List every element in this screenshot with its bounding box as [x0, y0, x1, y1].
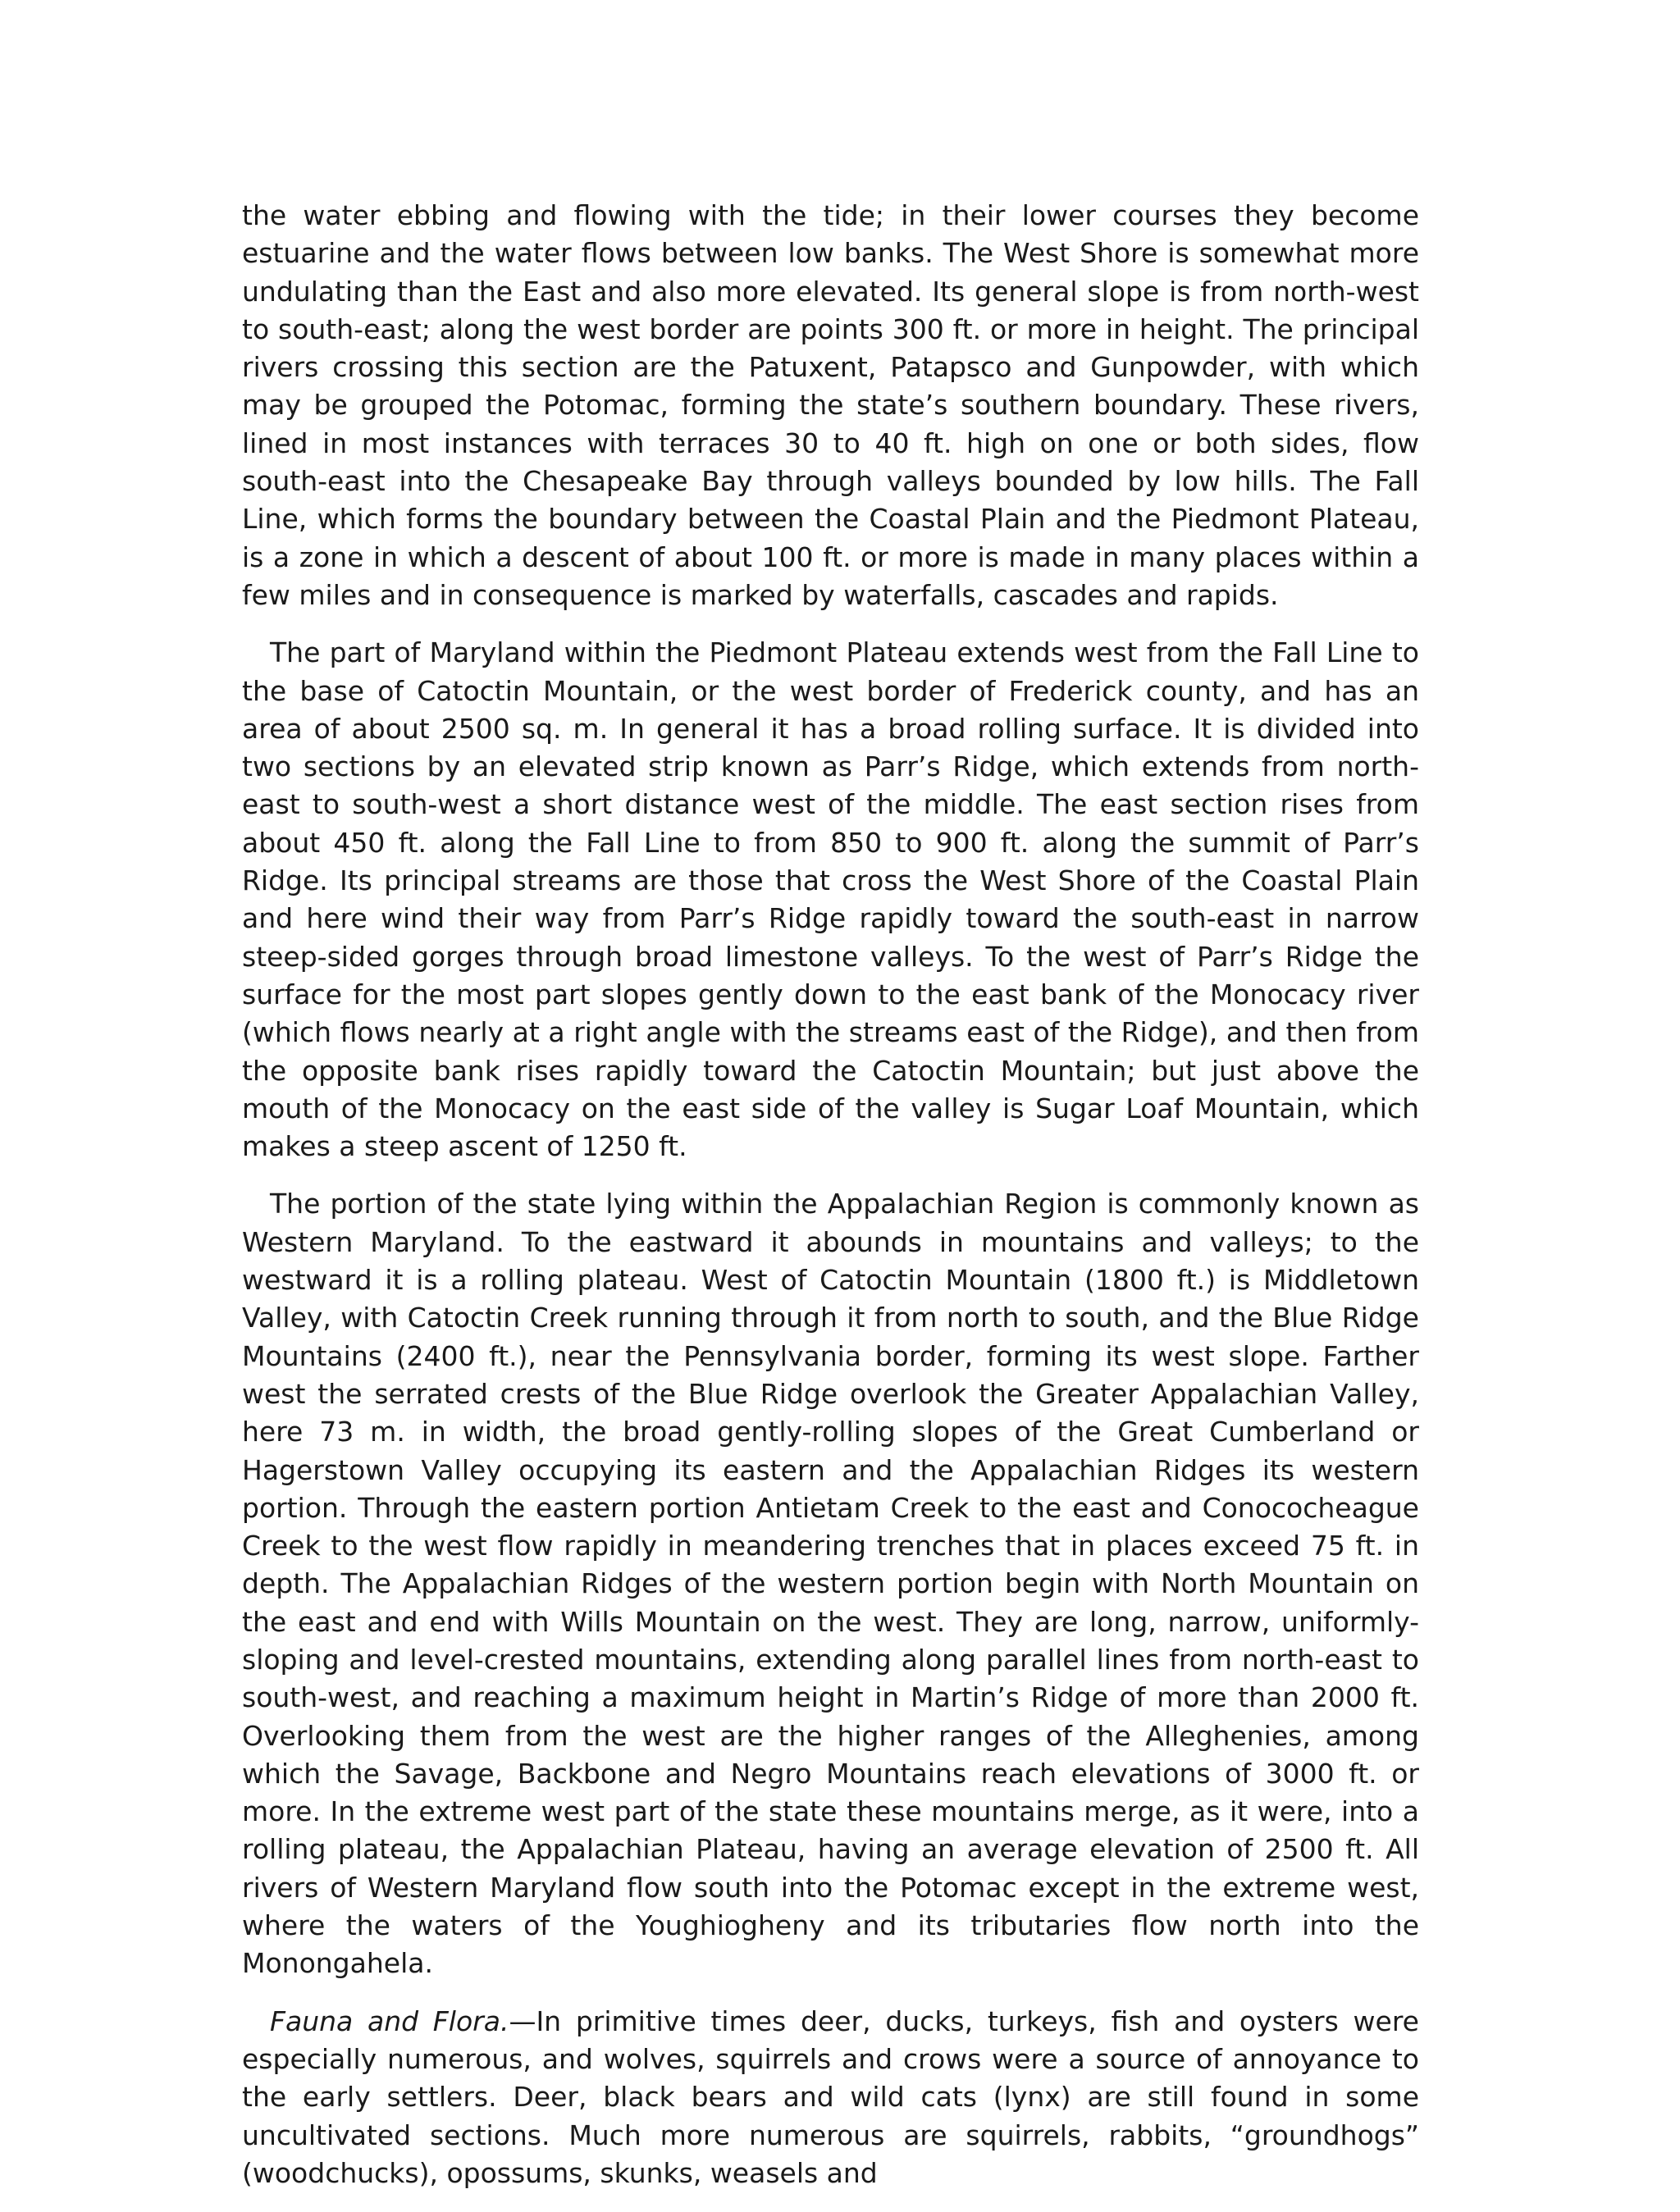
- paragraph-text: The portion of the state lying within the Appalachian Region is commonly known as Western Maryland. To the eastward it abounds in mountains and valleys; to the westward it is a rolling plateau. West of Catoctin Mountain (1800 ft.) is Middletown Valley, with Catoctin Creek running through it from north to south, and the Blue Ridge Mountains (2400 ft.), near the Pennsylvania border, forming its west slope. Farther west the serrated crests of the Blue Ridge overlook the Greater Appalachian Valley, here 73 m. in width, the broad gently-rolling slopes of the Great Cumberland or Hagerstown Valley occupying its eastern and the Appalachian Ridges its western portion. Through the eastern portion Antietam Creek to the east and Conococheague Creek to the west flow rapidly in meandering trenches that in places exceed 75 ft. in depth. The Appalachian Ridges of the western portion begin with North Mountain on the east and end with Wills Mountain on the west. They are long, narrow, uniformly-sloping and level-crested mountains, extending along parallel lines from north-east to south-west, and reaching a maximum height in Martin’s Ridge of more than 2000 ft. Overlooking them from the west are the higher ranges of the Alleghenies, among which the Savage, Backbone and Negro Mountains reach elevations of 3000 ft. or more. In the extreme west part of the state these mountains merge, as it were, into a rolling plateau, the Appalachian Plateau, having an average elevation of 2500 ft. All rivers of Western Maryland flow south into the Potomac except in the extreme west, where the waters of the Youghiogheny and its tributaries flow north into the Monongahela.: [242, 1188, 1419, 1980]
- paragraph-coastal-plain: [242, 197, 1419, 614]
- paragraph-text: The part of Maryland within the Piedmont Plateau extends west from the Fall Line to the base of Catoctin Mountain, or the west border of Frederick county, and has an area of about 2500 sq. m. In general it has a broad rolling surface. It is divided into two sections by an elevated strip known as Parr’s Ridge, which extends from north-east to south-west a short distance west of the middle. The east section rises from about 450 ft. along the Fall Line to from 850 to 900 ft. along the summit of Parr’s Ridge. Its principal streams are those that cross the West Shore of the Coastal Plain and here wind their way from Parr’s Ridge rapidly toward the south-east in narrow steep-sided gorges through broad limestone valleys. To the west of Parr’s Ridge the surface for the most part slopes gently down to the east bank of the Monocacy river (which flows nearly at a right angle with the streams east of the Ridge), and then from the opposite bank rises rapidly toward the Catoctin Mountain; but just above the mouth of the Monocacy on the east side of the valley is Sugar Loaf Mountain, which makes a steep ascent of 1250 ft.: [242, 636, 1419, 1163]
- paragraph-text: the water ebbing and flowing with the tide; in their lower courses they become estuarine and the water flows between low banks. The West Shore is somewhat more undulating than the East and also more elevated. Its general slope is from north-west to south-east; along the west border are points 300 ft. or more in height. The principal rivers crossing this section are the Patuxent, Patapsco and Gunpowder, with which may be grouped the Potomac, forming the state’s southern boundary. These rivers, lined in most instances with terraces 30 to 40 ft. high on one or both sides, flow south-east into the Chesapeake Bay through valleys bounded by low hills. The Fall Line, which forms the boundary between the Coastal Plain and the Piedmont Plateau, is a zone in which a descent of about 100 ft. or more is made in many places within a few miles and in consequence is marked by waterfalls, cascades and rapids.: [242, 199, 1419, 611]
- paragraph-fauna-flora: [242, 2003, 1419, 2192]
- paragraph-text: —In primitive times deer, ducks, turkeys, fish and oysters were especially numerous, and wolves, squirrels and crows were a source of annoyance to the early settlers. Deer, black bears and wild cats (lynx) are still found in some uncultivated sections. Much more numerous are squirrels, rabbits, “groundhogs” (woodchucks), opossums, skunks, weasels and: [242, 2004, 1419, 2189]
- paragraph-appalachian-region: [242, 1185, 1419, 1982]
- section-heading: Fauna and Flora.: [270, 2004, 509, 2037]
- paragraph-piedmont-plateau: [242, 634, 1419, 1165]
- body-text: [242, 197, 1419, 2212]
